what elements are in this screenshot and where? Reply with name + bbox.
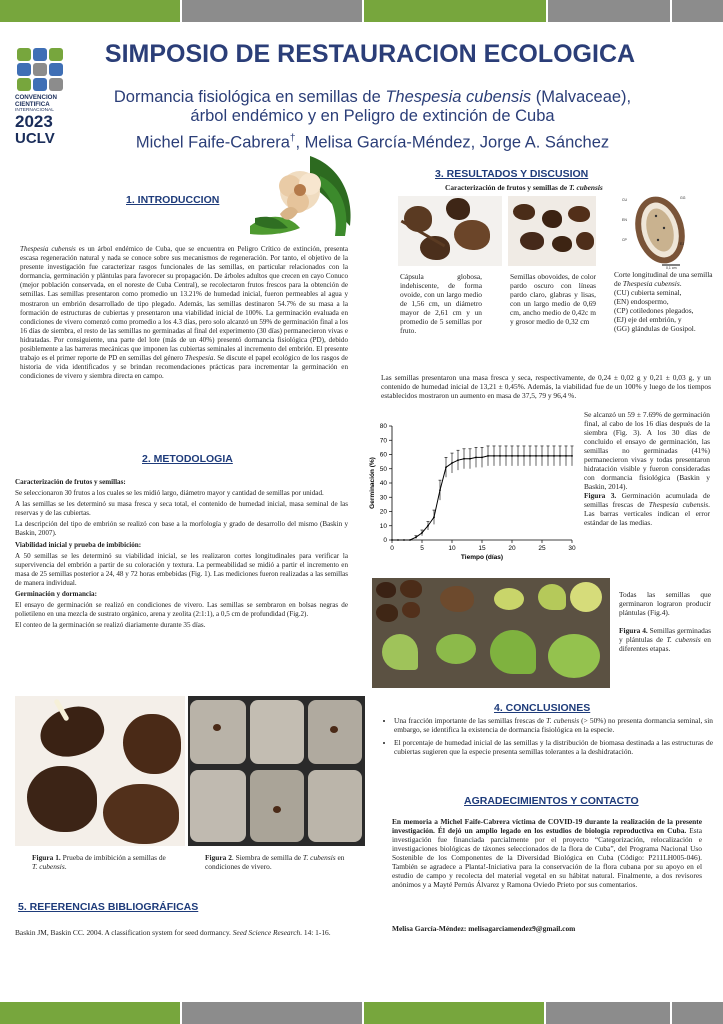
methods-p2: A las semillas se les determinó su masa fresca y seca total, el contenido de humedad inicial, masa seminal de las reservas y de las cubiertas. (15, 500, 348, 518)
subtitle-text-b: (Malvaceae), (531, 88, 632, 106)
y-tick-label: 80 (379, 423, 387, 430)
seed-label-en: EN (622, 218, 627, 222)
data-point (493, 455, 495, 457)
y-axis-label: Germinación (%) (369, 457, 376, 509)
results-subheading (445, 183, 603, 192)
mass-text: Las semillas presentaron una masa fresca y seca, respectivamente, de 0,24 ± 0,02 g y 0,21 ± 0,03 g, y un contenido de humedad inicial de 13,21 ± 0,45%. Además, la viabilidad fue de un 100% y luego de los tiempos establecidos mostraron un aumento en masa de 37,5, 79 y 96,4 %. (381, 373, 711, 400)
top-bar-gray-3 (672, 0, 723, 22)
author-1: Michel Faife-Cabrera (135, 133, 290, 152)
data-point (433, 516, 435, 518)
subtitle-line-2: árbol endémico y en Peligro de extinción de Cuba (190, 107, 555, 125)
data-point (535, 455, 537, 457)
y-tick-label: 0 (383, 537, 387, 544)
methods-sub-germination: Germinación y dormancia: (15, 590, 97, 599)
conclusion-item-1 (394, 716, 713, 734)
acknowledgements-memorial: En memoria a Michel Faife-Cabrera víctima de COVID-19 durante la realización de la presente investigación. Él dejó un amplio legado en los estudios de biología reproductiva en Cuba. (392, 817, 702, 835)
intro-text-a: es un árbol endémico de Cuba, que se encuentra en Peligro Crítico de extinción, presenta escasa regeneración natural y nada se conoce sobre sus mecanismos de regeneración. Por tanto, el objetivo de la presente investigación fue caracterizar rasgos funcionales de las semillas, en particular relacionados con la dormancia, germinación y plántulas para favorecer su propagación. De árboles adultos que crecen en cayo Conuco (mejor población conservada, en el noreste de Cuba Central), se recolectaron frutos frescos para la obtención de semillas. Las semillas presentaron como promedio un 13.21% de humedad inicial, fueron permeables al agua y mostraron un embrión desarrollado de tipo plegado. Además, las semillas destinaron 54.7% de su masa a la formación de estructuras de cubiertas y presentaron una viabilidad inicial de 100%. La germinación evaluada en condiciones de vivero comenzó como promedio a los 4.3 días, pero solo alcanzó un 59% de germinación final a los 16 días de siembra, el resto de las semillas no germinadas al final del experimento (30 días) permanecieron vivas e hidratadas. Por consiguiente, una parte del lote (más de un 40%) presentó dormancia fisiológica (PD), debido posiblemente a las barreras mecánicas que imponen las cubiertas seminales al incremento del embrión. El presente trabajo es el primer reporte de PD en semillas del género (20, 245, 348, 363)
x-tick-label: 0 (390, 545, 394, 552)
fig1-caption (32, 853, 172, 871)
intro-species: Thespesia cubensis (20, 245, 76, 253)
logo-line-3: INTERNACIONAL (15, 108, 54, 113)
seed-label-gg: GG (680, 196, 686, 200)
bottom-bar-green-2 (364, 1002, 544, 1024)
data-point (427, 525, 429, 527)
fig3-label: Figura 3. (584, 491, 617, 500)
x-tick-label: 10 (448, 545, 456, 552)
subtitle-species: Thespesia cubensis (385, 88, 532, 106)
data-point (529, 455, 531, 457)
top-bar-green-2 (364, 0, 546, 22)
bottom-bar-green-1 (0, 1002, 180, 1024)
fruit-caption: Cápsula globosa, indehiscente, de forma ovoide, con un largo medio de 1,56 cm, un diámetro mayor de 2,61 cm y un promedio de 5 semillas por fruto. (400, 272, 482, 335)
fig4-text-a: Semillas germinadas y plántulas de (619, 626, 712, 644)
methods-heading: 2. METODOLOGIA (142, 453, 233, 465)
fig4-caption (619, 590, 711, 653)
data-point (481, 456, 483, 458)
x-tick-label: 25 (538, 545, 546, 552)
seed-part-en: (EN) endospermo, (614, 297, 669, 306)
poster-authors (95, 133, 650, 153)
fig4-text-b: en diferentes etapas. (619, 635, 711, 653)
data-point (463, 458, 465, 460)
contact-email: Melisa García-Méndez: melisagarciamendez9@gmail.com (392, 924, 576, 933)
x-tick-label: 15 (478, 545, 486, 552)
seed-part-cp: (CP) cotiledones plegados, (614, 306, 694, 315)
results-subheading-species: T. cubensis (568, 183, 603, 192)
data-point (409, 539, 411, 541)
fig2-text-a: . Siembra de semilla de (231, 853, 303, 862)
data-point (547, 455, 549, 457)
intro-text-b: . Se discute el papel ecológico de los rasgos de historia de vida identificados y se brindan recomendaciones prácticas para incrementar la germinación en condiciones de vivero y siembra directa en campo. (20, 354, 348, 381)
data-point (457, 459, 459, 461)
data-point (511, 455, 513, 457)
seed-part-gg: (GG) glándulas de Gosipol. (614, 324, 696, 333)
poster-title: SIMPOSIO DE RESTAURACION ECOLOGICA (104, 40, 636, 68)
fruit-photo (398, 196, 502, 266)
data-point (391, 539, 393, 541)
conclusion-1-b: (> 50%) no presenta dormancia seminal, sin embargo, se identifica la existencia de dormancia fisiológica en la especie. (394, 716, 714, 734)
y-tick-label: 20 (379, 508, 387, 516)
conclusion-1-a: Una fracción importante de las semillas frescas de (394, 716, 547, 725)
data-point (475, 456, 477, 458)
results-heading: 3. RESULTADOS Y DISCUSION (435, 168, 589, 180)
conclusions-list (383, 716, 713, 760)
refs-journal: Seed Science Research (232, 928, 301, 937)
data-point (559, 455, 561, 457)
conference-logo (15, 48, 70, 158)
fig3-species: Thespesia cubensis (648, 500, 709, 509)
refs-text (15, 928, 360, 937)
methods-sub-viability: Viabilidad inicial y prueba de imbibición: (15, 540, 142, 549)
fig4-label: Figura 4. (619, 626, 648, 635)
x-axis-label: Tiempo (días) (460, 554, 504, 561)
results-subheading-text: Caracterización de frutos y semillas de (445, 183, 569, 192)
seed-section-caption (614, 270, 714, 333)
x-tick-label: 5 (420, 545, 424, 552)
seeds-photo (508, 196, 596, 266)
fig1-text-a: Prueba de imbibición a semillas de (60, 853, 166, 862)
fig1-label: Figura 1. (32, 853, 61, 862)
fig3-text-a: Germinación acumulada de semillas frescas de (584, 491, 710, 509)
methods-p4: A 50 semillas se les determinó su viabilidad inicial, se les realizaron cortes longitudinales para verificar la supervivencia del embrión a partir de su coloración y textura. La permeabilidad se midió a partir el incremento en masa de 25 semillas posterior a 24, 48 y 72 horas embebidas (Fig. 1). Las mediciones fueron realizadas a las semillas de manera individual. (15, 551, 348, 587)
acknowledgements-heading: AGRADECIMIENTOS Y CONTACTO (464, 795, 639, 807)
seeds-caption: Semillas obovoides, de color pardo oscuro con líneas pardo claro, glabras y lisas, con un largo medio de 0,69 cm, ancho medio de 0,42c m y grosor medio de 0,32 cm (510, 272, 596, 326)
flower-photo (250, 156, 356, 238)
data-point (439, 489, 441, 491)
y-tick-label: 30 (379, 494, 387, 502)
subtitle-text-a: Dormancia fisiológica en semillas de (113, 88, 386, 106)
fig1-species: T. cubensis (32, 862, 65, 871)
bottom-bar-gray-3 (672, 1002, 723, 1024)
seed-section-species: Thespesia cubensis (622, 279, 680, 288)
conclusion-1-species: T. cubensis (546, 716, 580, 725)
fig2-species: T. cubensis (302, 853, 336, 862)
x-tick-label: 20 (508, 545, 516, 552)
top-bar-gray-2 (548, 0, 670, 22)
poster-subtitle (95, 88, 650, 126)
seed-part-ej: (EJ) eje del embrión, y (614, 315, 682, 324)
conclusions-heading: 4. CONCLUSIONES (494, 702, 591, 714)
bottom-bar-gray-1 (182, 1002, 362, 1024)
fig4-intro: Todas las semillas que germinaron lograron producir plántulas (Fig.4). (619, 590, 711, 617)
y-tick-label: 10 (379, 522, 387, 530)
top-bar-green-1 (0, 0, 180, 22)
data-point (421, 532, 423, 534)
methods-p3: La descripción del tipo de embrión se realizó con base a la morfología y grado de desarrollo del mismo (Baskin y Baskin, 2007). (15, 520, 348, 538)
refs-heading: 5. REFERENCIAS BIBLIOGRÁFICAS (18, 901, 199, 913)
fig2-caption (205, 853, 355, 871)
data-point (445, 466, 447, 468)
intro-heading: 1. INTRODUCCION (126, 194, 220, 206)
y-tick-label: 50 (379, 465, 387, 473)
bottom-bar-gray-2 (546, 1002, 670, 1024)
seed-section-caption-b: . (679, 279, 682, 288)
y-tick-label: 70 (379, 437, 387, 445)
methods-p6: El conteo de la germinación se realizó diariamente durante 35 días. (15, 621, 206, 630)
data-point (403, 539, 405, 541)
seed-scale-bar: 0,1 cm (666, 266, 677, 270)
acknowledgements-body: Esta investigación fue financiada parcialmente por el proyecto “Categorización, relocalización e investigaciones biológicas de táxones seleccionados de la flora de Cuba”, del Programa Nacional Uso Sostenible de los Componentes de la Diversidad Biológica en Cuba (Código: P211LH005-046). También se agradece a Planta!-Iniciativa para la conservación de la flora cubana por su apoyo en el estudio de campo y recolecta del material vegetal en su hábitat natural. Finalmente, a dos revisores anónimos y a Mayté Pernús Álvarez y Ramona Oviedo Prieto por sus comentarios. (392, 826, 702, 889)
fig4-species: T. cubensis (666, 635, 701, 644)
fig2-label: Figura 2 (205, 853, 232, 862)
fig2-photo (188, 696, 365, 846)
germination-chart (366, 418, 584, 568)
data-point (397, 539, 399, 541)
germination-text (584, 410, 710, 527)
fig4-photo (372, 578, 610, 688)
data-point (541, 455, 543, 457)
data-point (469, 458, 471, 460)
intro-genus: Thespesia (185, 354, 214, 363)
refs-text-b: . 14: 1-16. (300, 928, 331, 937)
y-tick-label: 60 (379, 451, 387, 459)
seed-section-photo (622, 192, 690, 270)
methods-sub-fruits: Caracterización de frutos y semillas: (15, 478, 126, 486)
x-tick-label: 30 (568, 545, 576, 552)
y-tick-label: 40 (379, 480, 387, 487)
germination-text-body: Se alcanzó un 59 ± 7.69% de germinación final, al cabo de los 16 días después de la siembra (Fig. 3). A los 30 días de concluido el ensayo de germinación, las semillas no germinadas (41%) permanecieron vivas y todas presentaron hidratación visible y fueron consideradas con dormancia fisiológica (Baskin y Baskin, 2014). (584, 410, 710, 491)
fig2-text-b: en condiciones de vivero. (205, 853, 345, 871)
methods-p5: El ensayo de germinación se realizó en condiciones de vivero. Las semillas se sembraron en bolsas negras de polietileno en una mezcla de sustrato orgánico, arena y zeolita (2:1:1), a 0,5 cm de profundidad (Fig.2). (15, 601, 348, 619)
data-point (523, 455, 525, 457)
methods-p1: Se seleccionaron 30 frutos a los cuales se les midió largo, diámetro mayor y cantidad de semillas por unidad. (15, 489, 324, 498)
fig3-text-b: . Las barras verticales indican el error estándar de las medias. (584, 500, 710, 527)
intro-text (20, 245, 348, 383)
logo-line-1: CONVENCION (15, 94, 57, 101)
data-point (499, 455, 501, 457)
logo-mark (17, 48, 65, 92)
logo-line-2: CIENTIFICA (15, 101, 50, 108)
data-point (565, 455, 567, 457)
seed-label-ej: EJ (680, 242, 685, 246)
refs-text-a: Baskin JM, Baskin CC. 2004. A classification system for seed dormancy. (15, 928, 233, 937)
top-bar-gray-1 (182, 0, 362, 22)
seed-label-cp: CP (622, 238, 627, 242)
data-point (505, 455, 507, 457)
authors-rest: , Melisa García-Méndez, Jorge A. Sánchez (295, 133, 610, 152)
data-point (415, 536, 417, 538)
data-point (517, 455, 519, 457)
data-point (487, 455, 489, 457)
seed-part-cu: (CU) cubierta seminal, (614, 288, 682, 297)
logo-university: UCLV (15, 130, 55, 147)
conclusion-item-2: • El porcentaje de humedad inicial de las semillas y la distribución de biomasa destinada a las estructuras de cubiertas sugieren que la especie presenta semillas tolerantes a la deshidratación. (394, 738, 713, 756)
germination-line (392, 456, 572, 540)
fig1-text-b: . (64, 862, 67, 871)
methods-text (15, 478, 348, 632)
seed-section-caption-a: Corte longitudinal de una semilla de (614, 270, 713, 288)
author-dagger: † (289, 133, 296, 144)
fig1-photo (15, 696, 185, 846)
acknowledgements-text (392, 817, 702, 889)
data-point (571, 455, 573, 457)
data-point (553, 455, 555, 457)
logo-year: 2023 (15, 112, 53, 131)
seed-label-cu: CU (622, 198, 628, 202)
data-point (451, 462, 453, 464)
